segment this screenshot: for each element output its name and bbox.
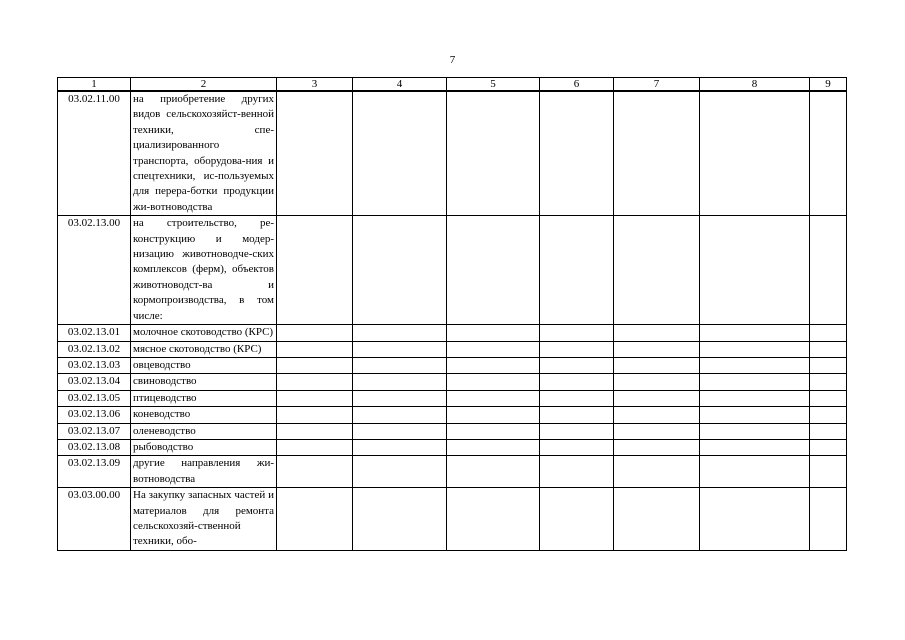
value-cell[interactable] (614, 390, 700, 406)
value-cell[interactable] (810, 91, 847, 216)
value-cell[interactable] (353, 91, 447, 216)
value-cell[interactable] (277, 341, 353, 357)
row-code: 03.02.13.06 (58, 407, 131, 423)
value-cell[interactable] (540, 357, 614, 373)
value-cell[interactable] (540, 407, 614, 423)
row-code: 03.02.13.09 (58, 456, 131, 488)
value-cell[interactable] (540, 439, 614, 455)
column-header: 5 (447, 78, 540, 92)
value-cell[interactable] (810, 341, 847, 357)
value-cell[interactable] (447, 439, 540, 455)
value-cell[interactable] (614, 216, 700, 325)
value-cell[interactable] (277, 488, 353, 551)
value-cell[interactable] (700, 423, 810, 439)
value-cell[interactable] (700, 216, 810, 325)
column-number-row (58, 78, 847, 92)
value-cell[interactable] (353, 374, 447, 390)
value-cell[interactable] (277, 216, 353, 325)
value-cell[interactable] (353, 407, 447, 423)
row-description: рыбоводство (131, 439, 277, 455)
row-description: другие направления жи-вотноводства (131, 456, 277, 488)
column-header: 3 (277, 78, 353, 92)
value-cell[interactable] (700, 390, 810, 406)
value-cell[interactable] (447, 488, 540, 551)
row-description: птицеводство (131, 390, 277, 406)
value-cell[interactable] (700, 357, 810, 373)
value-cell[interactable] (700, 374, 810, 390)
row-code: 03.02.13.04 (58, 374, 131, 390)
value-cell[interactable] (447, 374, 540, 390)
value-cell[interactable] (353, 390, 447, 406)
value-cell[interactable] (277, 357, 353, 373)
table-row (58, 390, 847, 406)
value-cell[interactable] (353, 456, 447, 488)
value-cell[interactable] (614, 423, 700, 439)
value-cell[interactable] (810, 390, 847, 406)
table-row (58, 456, 847, 488)
value-cell[interactable] (353, 423, 447, 439)
column-header: 1 (58, 78, 131, 92)
page-number: 7 (449, 54, 456, 66)
value-cell[interactable] (447, 357, 540, 373)
value-cell[interactable] (700, 325, 810, 341)
value-cell[interactable] (447, 325, 540, 341)
value-cell[interactable] (540, 91, 614, 216)
column-header: 2 (131, 78, 277, 92)
value-cell[interactable] (277, 390, 353, 406)
value-cell[interactable] (700, 407, 810, 423)
value-cell[interactable] (700, 91, 810, 216)
value-cell[interactable] (810, 439, 847, 455)
column-header: 9 (810, 78, 847, 92)
row-description: овцеводство (131, 357, 277, 373)
row-code: 03.02.11.00 (58, 91, 131, 216)
value-cell[interactable] (810, 407, 847, 423)
value-cell[interactable] (614, 374, 700, 390)
value-cell[interactable] (810, 357, 847, 373)
value-cell[interactable] (810, 423, 847, 439)
row-code: 03.02.13.00 (58, 216, 131, 325)
table-row (58, 216, 847, 325)
value-cell[interactable] (447, 407, 540, 423)
value-cell[interactable] (277, 439, 353, 455)
row-description: оленеводство (131, 423, 277, 439)
table-row (58, 488, 847, 551)
value-cell[interactable] (810, 325, 847, 341)
value-cell[interactable] (810, 488, 847, 551)
row-description: молочное скотоводство (КРС) (131, 325, 277, 341)
column-header: 6 (540, 78, 614, 92)
value-cell[interactable] (353, 357, 447, 373)
value-cell[interactable] (810, 456, 847, 488)
value-cell[interactable] (277, 407, 353, 423)
row-description: на строительство, ре-конструкцию и модер-низацию животноводче-ских комплексов (ферм), объектов животноводст-ва и кормопроизводства, в том числе: (131, 216, 277, 325)
row-code: 03.02.13.07 (58, 423, 131, 439)
column-header: 4 (353, 78, 447, 92)
table-row (58, 91, 847, 216)
value-cell[interactable] (540, 423, 614, 439)
value-cell[interactable] (540, 216, 614, 325)
value-cell[interactable] (353, 216, 447, 325)
value-cell[interactable] (614, 91, 700, 216)
value-cell[interactable] (277, 91, 353, 216)
value-cell[interactable] (447, 390, 540, 406)
table-row (58, 341, 847, 357)
value-cell[interactable] (277, 423, 353, 439)
value-cell[interactable] (353, 439, 447, 455)
row-code: 03.02.13.08 (58, 439, 131, 455)
value-cell[interactable] (614, 488, 700, 551)
column-header: 7 (614, 78, 700, 92)
value-cell[interactable] (614, 357, 700, 373)
row-description: на приобретение других видов сельскохозяйст-венной техники, спе-циализированного транспорта, оборудова-ния и спецтехники, ис-пользуемых для перера-ботки продукции жи-вотноводства (131, 91, 277, 216)
row-code: 03.02.13.02 (58, 341, 131, 357)
value-cell[interactable] (447, 216, 540, 325)
value-cell[interactable] (540, 390, 614, 406)
value-cell[interactable] (540, 374, 614, 390)
value-cell[interactable] (540, 488, 614, 551)
row-description: коневодство (131, 407, 277, 423)
value-cell[interactable] (700, 488, 810, 551)
row-description: свиноводство (131, 374, 277, 390)
column-header: 8 (700, 78, 810, 92)
value-cell[interactable] (447, 456, 540, 488)
table-row (58, 423, 847, 439)
value-cell[interactable] (700, 341, 810, 357)
value-cell[interactable] (540, 456, 614, 488)
value-cell[interactable] (277, 456, 353, 488)
table-row (58, 357, 847, 373)
value-cell[interactable] (614, 325, 700, 341)
table-row (58, 439, 847, 455)
table-row (58, 374, 847, 390)
value-cell[interactable] (614, 439, 700, 455)
value-cell[interactable] (614, 456, 700, 488)
row-code: 03.02.13.03 (58, 357, 131, 373)
value-cell[interactable] (353, 325, 447, 341)
value-cell[interactable] (700, 456, 810, 488)
row-description: мясное скотоводство (КРС) (131, 341, 277, 357)
value-cell[interactable] (700, 439, 810, 455)
value-cell[interactable] (353, 341, 447, 357)
report-table (57, 77, 847, 551)
value-cell[interactable] (614, 407, 700, 423)
value-cell[interactable] (614, 341, 700, 357)
value-cell[interactable] (810, 374, 847, 390)
row-description: На закупку запасных частей и материалов для ремонта сельскохозяй-ственной техники, обо- (131, 488, 277, 551)
value-cell[interactable] (447, 341, 540, 357)
value-cell[interactable] (447, 91, 540, 216)
value-cell[interactable] (277, 374, 353, 390)
value-cell[interactable] (447, 423, 540, 439)
value-cell[interactable] (277, 325, 353, 341)
value-cell[interactable] (540, 341, 614, 357)
table-row (58, 407, 847, 423)
row-code: 03.02.13.01 (58, 325, 131, 341)
row-code: 03.02.13.05 (58, 390, 131, 406)
value-cell[interactable] (353, 488, 447, 551)
value-cell[interactable] (810, 216, 847, 325)
row-code: 03.03.00.00 (58, 488, 131, 551)
table-row (58, 325, 847, 341)
value-cell[interactable] (540, 325, 614, 341)
